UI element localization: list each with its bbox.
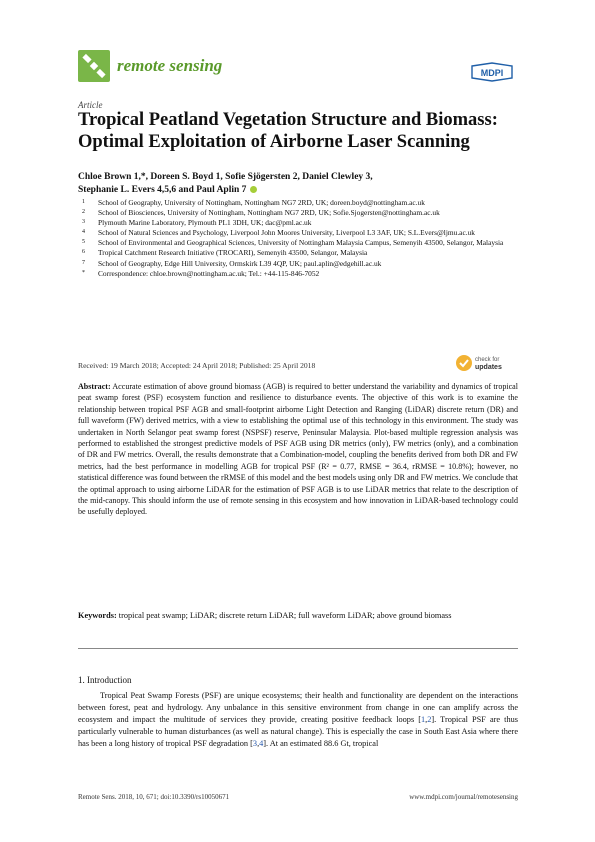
check-updates-top: check for xyxy=(475,357,500,363)
citation-link-4[interactable]: 4 xyxy=(259,738,264,748)
citation-link-2[interactable]: 2 xyxy=(427,714,432,724)
authors-line-1-text: Chloe Brown 1,*, Doreen S. Boyd 1, Sofie Sjögersten 2, Daniel Clewley 3, xyxy=(78,172,373,182)
affiliation-number: 3 xyxy=(82,219,85,226)
affiliation-text: School of Geography, University of Nottingham, Nottingham NG7 2RD, UK; doreen.boyd@nottingham.ac.uk xyxy=(98,198,425,207)
affiliation-number: 5 xyxy=(82,239,85,246)
affiliation-text: Plymouth Marine Laboratory, Plymouth PL1 3DH, UK; dac@pml.ac.uk xyxy=(98,218,312,228)
citation-link-1[interactable]: 1 xyxy=(421,714,426,724)
affiliation-item xyxy=(78,208,518,218)
abstract xyxy=(78,381,518,518)
intro-text-c: ]. At an estimated 88.6 Gt, tropical xyxy=(263,738,379,748)
authors-line-2-text: Stephanie L. Evers 4,5,6 and Paul Aplin 7 xyxy=(78,185,247,195)
affiliation-text: School of Geography, Edge Hill University, Ormskirk L39 4QP, UK; paul.aplin@edgehill.ac.uk xyxy=(98,258,382,268)
intro-text-b: ]. Tropical PSF are thus particularly vulnerable to human disturbances (as well as natural change). This is especially the case in South East Asia where there has been a long history of tropical PSF degradation [ xyxy=(78,714,518,748)
affiliation-number: 7 xyxy=(82,259,85,266)
affiliation-text: Correspondence: chloe.brown@nottingham.ac.uk; Tel.: +44-115-846-7052 xyxy=(98,268,320,278)
keywords-text: tropical peat swamp; LiDAR; discrete return LiDAR; full waveform LiDAR; above ground biomass xyxy=(118,611,452,620)
affiliation-item xyxy=(78,218,518,228)
affiliation-item xyxy=(78,259,518,269)
affiliation-number: * xyxy=(82,269,85,276)
publication-dates: Received: 19 March 2018; Accepted: 24 April 2018; Published: 25 April 2018 xyxy=(78,361,316,370)
abstract-text: Accurate estimation of above ground biomass (AGB) is required to better understand the variability and dynamics of tropical peat swamp forest (PSF) ecosystem function and resilience to disturbance events. The objective of this work is to examine the relationship between tropical PSF AGB and small-footprint airborne Light Detection and Ranging (LiDAR) discrete return (DR) and full waveform (FW) derived metrics, with a view to establishing the optimal use of this technology in this environment. The study was undertaken in North Selangor peat swamp forest (NSPSF) reserve, Peninsular Malaysia. Plot-based multiple regression analysis was performed to established the strongest predictive models of PSF AGB using DR metrics (only), FW metrics (only), and a combination of DR and FW metrics. Overall, the results demonstrate that a Combination-model, coupling the benefits derived from both DR and FW metrics, had the best performance in modelling AGB for tropical PSF (R² = 0.77, RMSE = 36.4, rRMSE = 10.8%); however, no statistical difference was found between the rRMSE of this model and the best models using only DR and FW metrics. We conclude that the optimal approach to using airborne LiDAR for the estimation of PSF AGB is to use LiDAR metrics that relate to the description of the mid-canopy. This should inform the use of remote sensing in this ecosystem and how innovation in LiDAR-based technology could be usefully deployed. xyxy=(78,382,518,517)
affiliation-number: 4 xyxy=(82,229,85,236)
article-type: Article xyxy=(78,100,103,110)
affiliation-number: 6 xyxy=(82,249,85,256)
affiliation-item xyxy=(78,248,518,258)
keywords-label: Keywords: xyxy=(78,611,117,620)
footer-citation: Remote Sens. 2018, 10, 671; doi:10.3390/rs10050671 xyxy=(78,793,230,801)
affiliation-list xyxy=(78,198,518,279)
introduction-body xyxy=(78,690,518,750)
intro-text-a: Tropical Peat Swamp Forests (PSF) are unique ecosystems; their health and functionality are dependent on the interactions between forest, peat and hydrology. Any unbalance in this sensitive environment from change in one can amplify across the ecosystem and impact the multitude of services they provide, creating positive feedback loops [ xyxy=(78,691,518,724)
abstract-label: Abstract: xyxy=(78,382,111,391)
author-list xyxy=(78,171,518,197)
affiliation-number: 1 xyxy=(82,199,85,205)
mdpi-logo-text: MDPI xyxy=(480,68,504,78)
journal-name[interactable]: remote sensing xyxy=(117,56,223,75)
satellite-icon xyxy=(78,50,110,82)
footer-url[interactable]: www.mdpi.com/journal/remotesensing xyxy=(409,793,518,801)
intro-paragraph: Tropical Peat Swamp Forests (PSF) are unique ecosystems; their health and functionality are dependent on the interactions between forest, peat and hydrology. Any unbalance in this sensitive environment from change in one can amplify across the ecosystem and impact the multitude of services they provide, creating positive feedback loops [1,2]. Tropical PSF are thus particularly vulnerable to human disturbances (as well as natural change). This is especially the case in South East Asia where there has been a long history of tropical PSF degradation [3,4]. At an estimated 88.6 Gt, tropical xyxy=(78,691,518,748)
section-heading: 1. Introduction xyxy=(78,675,132,685)
journal-logo xyxy=(78,50,110,82)
affiliation-item xyxy=(78,238,518,248)
affiliation-item xyxy=(78,228,518,238)
citation-link-3[interactable]: 3 xyxy=(252,738,258,748)
authors-line-1 xyxy=(78,171,518,184)
affiliation-text: Tropical Catchment Research Initiative (TROCARI), Semenyih 43500, Selangor, Malaysia xyxy=(98,248,368,258)
affiliation-item xyxy=(78,269,518,279)
orcid-icon[interactable] xyxy=(250,186,257,193)
article-title: Tropical Peatland Vegetation Structure and Biomass: Optimal Exploitation of Airborne Laser Scanning xyxy=(78,110,498,152)
keywords xyxy=(78,610,518,622)
section-divider xyxy=(78,648,518,649)
check-updates-bottom: updates xyxy=(475,364,502,371)
affiliation-text: School of Natural Sciences and Psychology, Liverpool John Moores University, Liverpool L3 3AF, UK; S.L.Evers@ljmu.ac.uk xyxy=(98,228,475,238)
mdpi-logo[interactable] xyxy=(470,62,514,82)
affiliation-text: School of Biosciences, University of Nottingham, Nottingham NG7 2RD, UK; Sofie.Sjogersten@nottingham.ac.uk xyxy=(98,208,440,218)
affiliation-text: School of Environmental and Geographical Sciences, University of Nottingham Malaysia Campus, Semenyih 43500, Selangor, Malaysia xyxy=(98,238,504,248)
affiliation-number: 2 xyxy=(82,209,85,216)
affiliation-item xyxy=(78,198,518,208)
authors-line-2 xyxy=(78,184,518,197)
check-for-updates-badge[interactable] xyxy=(455,352,515,374)
